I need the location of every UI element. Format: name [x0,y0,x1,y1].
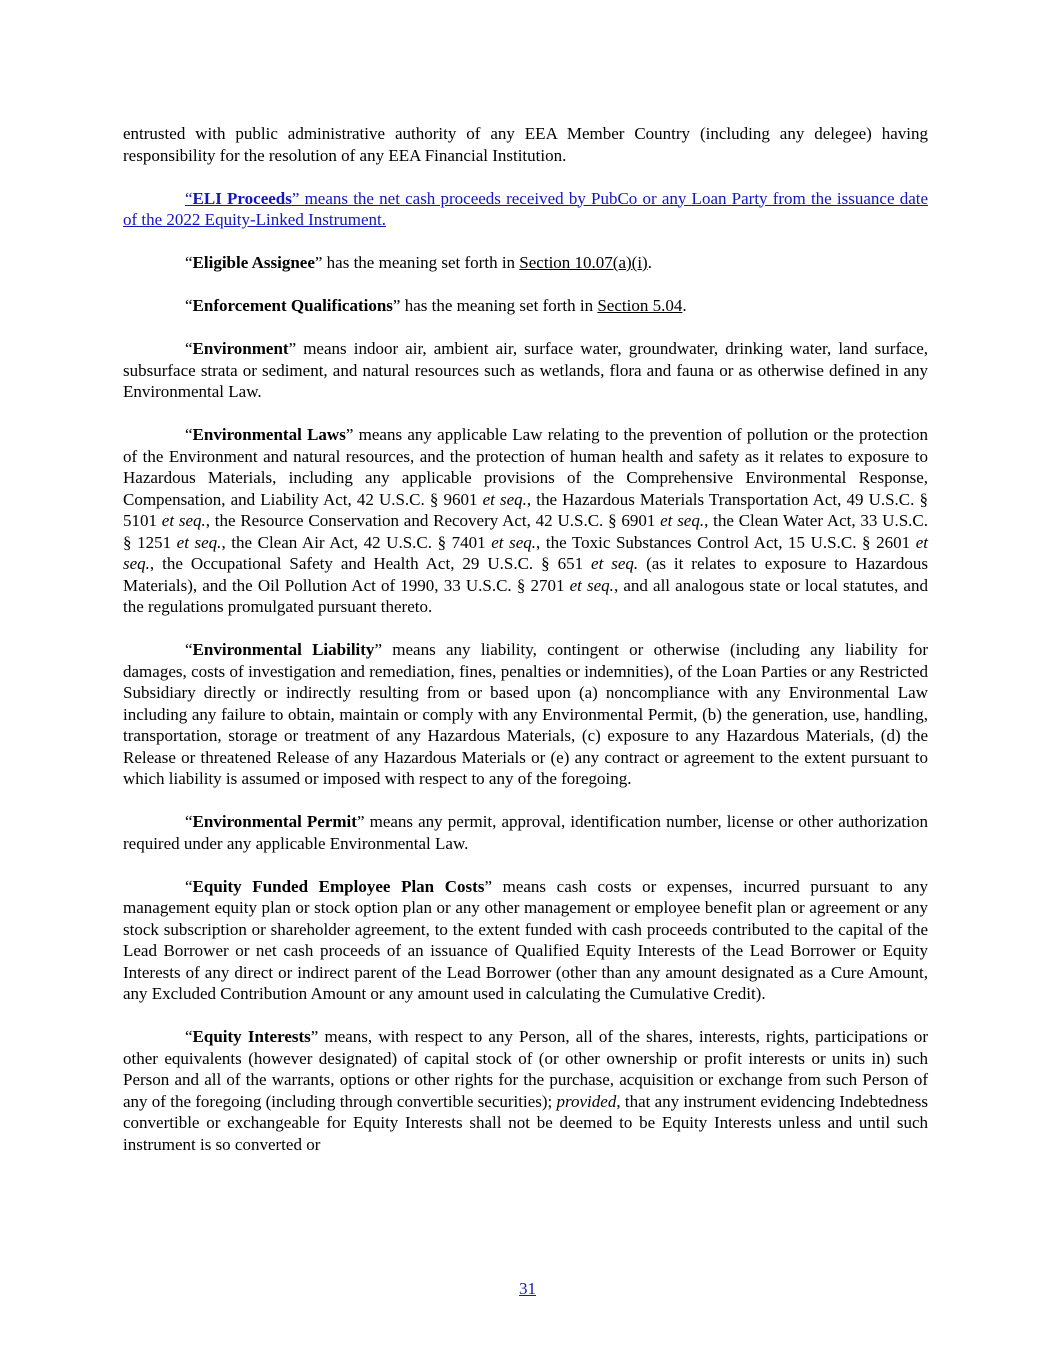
text-run: ” means, with respect to any Person, all of the shares, interests, rights, participations or other equivalents (however designated) of capital stock of (or other ownership or profit interests or units in) such Person and all of the warrants, options or other rights for the purchase, acquisition or exchange from such Person of any of the foregoing (including through convertible securities); [123,1027,928,1111]
text-run: (as it relates to exposure to Hazardous Materials), and the Oil Pollution Act of 1990, 33 U.S.C. § 2701 [123,554,928,595]
text-run: ” means cash costs or expenses, incurred pursuant to any management equity plan or stock option plan or any other management or employee benefit plan or agreement or any stock subscription or shareholder agreement, to the extent funded with cash proceeds contributed to the capital of the Lead Borrower or net cash proceeds of an issuance of Qualified Equity Interests of the Lead Borrower or Equity Interests of any direct or indirect parent of the Lead Borrower (other than any amount designated as a Cure Amount, any Excluded Contribution Amount or any amount used in calculating the Cumulative Credit). [123,876,928,1003]
text-run: et seq. [176,532,222,552]
section-reference[interactable]: Section 10.07(a)(i) [519,253,648,272]
text-run: ” has the meaning set forth in [314,253,520,272]
text-run: “ [185,253,193,272]
paragraph [123,338,928,403]
text-run: , that any instrument evidencing Indebtedness convertible or exchangeable for Equity Interests shall not be deemed to be Equity Interests unless and until such instrument is so converted or [123,1091,928,1154]
paragraph [123,1026,928,1155]
text-run: “ [185,812,193,831]
text-run: “ [185,1027,193,1046]
defined-term: Eligible Assignee [192,253,315,272]
defined-term[interactable]: ELI Proceeds [192,188,292,208]
text-run: “ [185,425,193,444]
text-run: , the Occupational Safety and Health Act, 29 U.S.C. § 651 [149,554,592,573]
text-run: , the Clean Air Act, 42 U.S.C. § 7401 [221,532,492,552]
text-run: et seq. [482,489,527,509]
section-reference[interactable]: Section 5.04 [597,296,683,315]
page-footer [0,1278,1055,1300]
defined-term: Environmental Permit [192,812,357,831]
text-run: entrusted with public administrative authority of any EEA Member Country (including any delegee) having responsibility for the resolution of any EEA Financial Institution. [123,124,928,165]
text-run: , the Toxic Substances Control Act, 15 U.S.C. § 2601 [536,532,916,552]
page-number-link[interactable]: 31 [519,1279,536,1298]
paragraph [123,811,928,854]
paragraph [123,295,928,317]
paragraph [123,424,928,618]
text-run: et seq. [569,575,614,595]
text-run: , and all analogous state or local statutes, and the regulations promulgated pursuant thereto. [123,575,928,616]
text-run: “ [185,296,193,315]
defined-term: Enforcement Qualifications [192,296,393,315]
text-run: ” means any liability, contingent or otherwise (including any liability for damages, costs of investigation and remediation, fines, penalties or indemnities), of the Loan Parties or any Restricted Subsidiary directly or indirectly resulting from or based upon (a) noncompliance with any Environmental Law including any failure to obtain, maintain or comply with any Environmental Permit, (b) the generation, use, handling, transportation, storage or treatment of any Hazardous Materials, (c) exposure to any Hazardous Materials, (d) the Release or threatened Release of any Hazardous Materials or (e) any contract or agreement to the extent pursuant to which liability is assumed or imposed with respect to any of the foregoing. [123,640,928,788]
paragraph [123,639,928,790]
text-run: ” means any permit, approval, identification number, license or other authorization required under any applicable Environmental Law. [123,812,928,853]
text-run: et seq. [660,511,705,530]
text-run: , the Clean Water Act, 33 U.S.C. § 1251 [123,511,928,552]
text-run: “ [185,876,193,896]
text-run: et seq. [161,511,206,530]
text-run: ” means indoor air, ambient air, surface water, groundwater, drinking water, land surface, subsurface strata or sediment, and natural resources such as wetlands, flora and fauna or as otherwise defined in any Environmental Law. [123,339,928,401]
text-run: “ [185,339,193,358]
paragraph [123,188,928,231]
eli-proceeds-link[interactable]: ” means the net cash proceeds received by PubCo or any Loan Party from the issuance date of the 2022 Equity-Linked Instrument. [123,188,929,229]
paragraph [123,252,928,274]
text-run: et seq. [491,532,537,552]
defined-term: Equity Interests [192,1027,311,1046]
defined-term: Equity Funded Employee Plan Costs [192,876,485,896]
text-run: provided [556,1091,617,1111]
text-run: . [682,296,687,315]
text-run: ” has the meaning set forth in [392,296,598,315]
text-run: “ [185,640,193,659]
paragraph [123,123,928,166]
eli-proceeds-link[interactable]: “ [185,188,193,208]
defined-term: Environmental Laws [192,425,346,444]
text-run: . [647,253,652,272]
text-run: et seq. [123,532,928,573]
text-run: ” means any applicable Law relating to the prevention of pollution or the protection of the Environment and natural resources, and the protection of human health and safety as it relates to exposure to Hazardous Materials, including any applicable provisions of the Comprehensive Environmental Response, Compensation, and Liability Act, 42 U.S.C. § 9601 [123,425,928,509]
text-run: et seq. [591,554,639,573]
document-body [123,123,928,1177]
defined-term: Environment [192,339,289,358]
text-run: , the Hazardous Materials Transportation Act, 49 U.S.C. § 5101 [123,489,929,530]
text-run: , the Resource Conservation and Recovery Act, 42 U.S.C. § 6901 [205,511,661,530]
paragraph [123,876,928,1005]
defined-term: Environmental Liability [192,640,375,659]
